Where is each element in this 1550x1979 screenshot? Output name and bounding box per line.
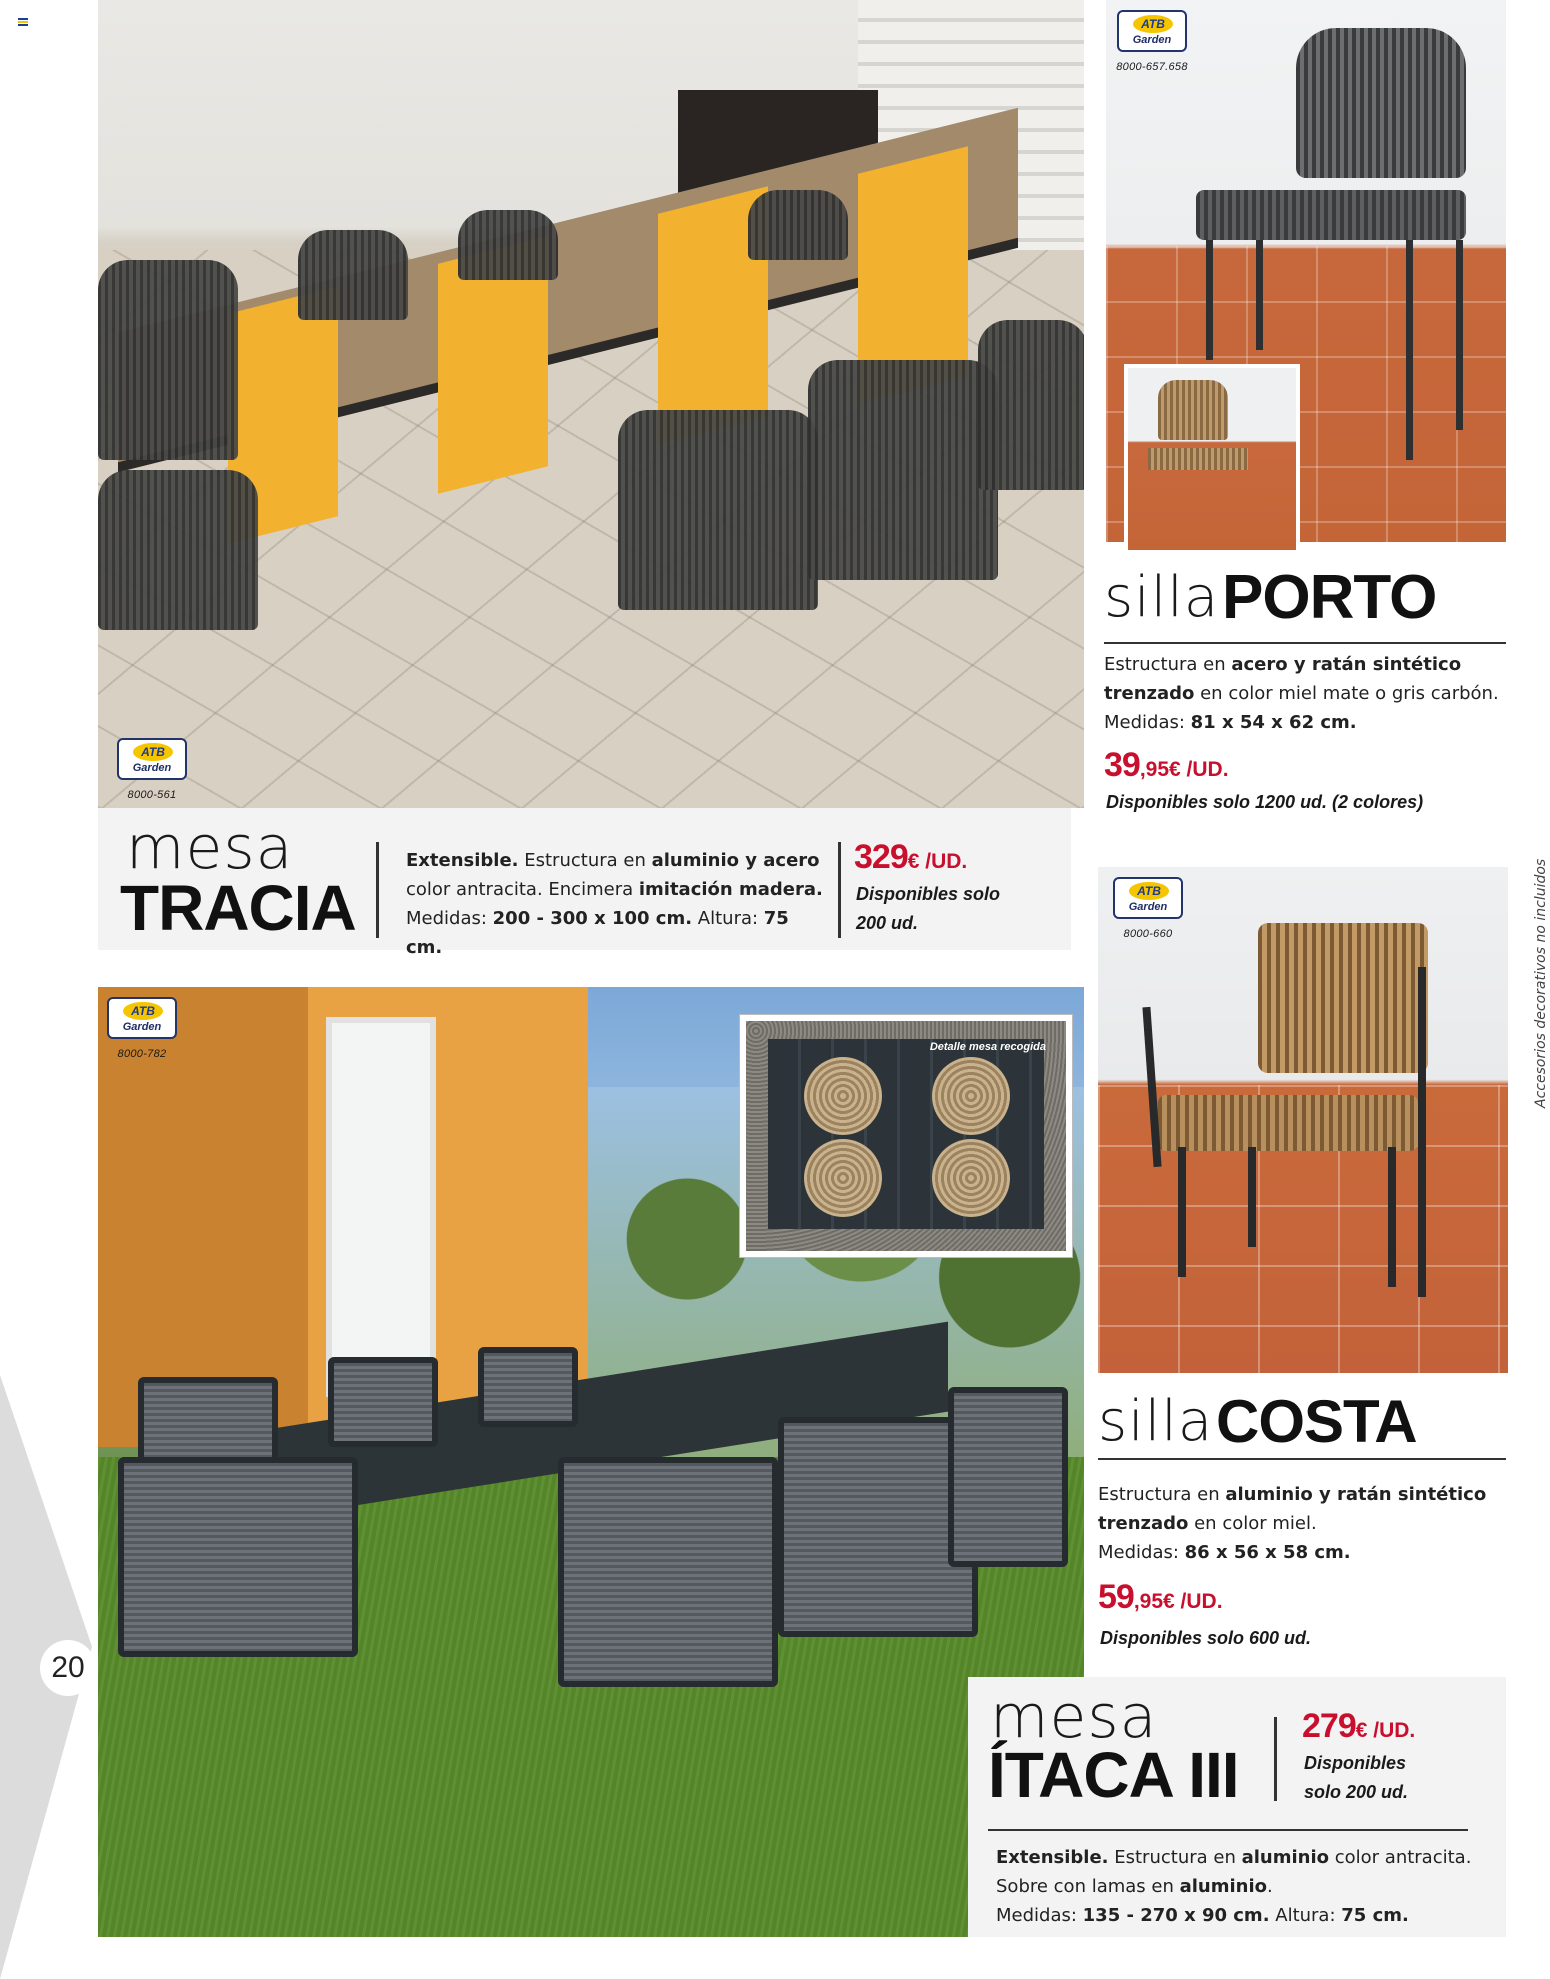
- product-type: silla: [1104, 565, 1220, 630]
- mesa-tracia-photo: [98, 0, 1084, 808]
- flag-icon: [18, 18, 28, 26]
- page-number: 20: [40, 1640, 96, 1696]
- divider: [988, 1829, 1468, 1831]
- price: 59,95€ /UD.: [1098, 1578, 1223, 1616]
- divider: [1104, 642, 1506, 644]
- product-name: ÍTACA III: [988, 1739, 1239, 1811]
- divider: [376, 842, 379, 938]
- mesa-itaca-panel: [968, 1677, 1506, 1937]
- product-description: Extensible. Estructura en aluminio y acero color antracita. Encimera imitación madera. Medidas: 200 - 300 x 100 cm. Altura: 75 cm.: [406, 850, 823, 958]
- availability: Disponibles solo 1200 ud. (2 colores): [1106, 792, 1424, 812]
- atb-garden-logo: ATB Garden: [1117, 10, 1187, 52]
- product-description: Extensible. Estructura en aluminio color antracita. Sobre con lamas en aluminio. Medidas: 135 - 270 x 90 cm. Altura: 75 cm.: [996, 1847, 1472, 1926]
- product-name: PORTO: [1222, 563, 1437, 632]
- product-code: 8000-657.658: [1116, 61, 1188, 73]
- product-name: COSTA: [1216, 1388, 1417, 1455]
- product-code: 8000-660: [1123, 928, 1173, 940]
- availability: Disponibles solo 600 ud.: [1100, 1628, 1312, 1648]
- divider: [838, 842, 841, 938]
- product-name: TRACIA: [120, 872, 356, 944]
- silla-porto-miel-inset: [1124, 364, 1300, 554]
- inset-caption: Detalle mesa recogida: [929, 1041, 1046, 1053]
- side-note: Accesorios decorativos no incluidos: [1533, 858, 1549, 1108]
- mesa-tracia-panel: [98, 808, 1071, 958]
- product-code: 8000-561: [127, 789, 177, 801]
- availability: Disponibles solo 200 ud.: [1304, 1753, 1409, 1802]
- product-type: mesa: [990, 1682, 1158, 1752]
- mesa-itaca-detail-inset: [740, 1015, 1072, 1257]
- product-code: 8000-782: [117, 1048, 167, 1060]
- divider: [1098, 1458, 1506, 1460]
- atb-garden-logo: ATB Garden: [117, 738, 187, 780]
- silla-costa-photo: [1098, 867, 1508, 1373]
- price: 329€ /UD.: [854, 838, 968, 876]
- product-type: mesa: [126, 813, 294, 883]
- availability: Disponibles solo 200 ud.: [856, 884, 1001, 933]
- price: 39,95€ /UD.: [1104, 746, 1229, 784]
- divider: [1274, 1717, 1277, 1801]
- product-description: Estructura en acero y ratán sintético trenzado en color miel mate o gris carbón. Medidas: 81 x 54 x 62 cm.: [1104, 654, 1499, 733]
- product-type: silla: [1098, 1389, 1214, 1454]
- product-description: Estructura en aluminio y ratán sintético trenzado en color miel. Medidas: 86 x 56 x 58 cm.: [1098, 1484, 1487, 1563]
- price: 279€ /UD.: [1302, 1707, 1416, 1745]
- atb-garden-logo: ATB Garden: [1113, 877, 1183, 919]
- atb-garden-logo: ATB Garden: [107, 997, 177, 1039]
